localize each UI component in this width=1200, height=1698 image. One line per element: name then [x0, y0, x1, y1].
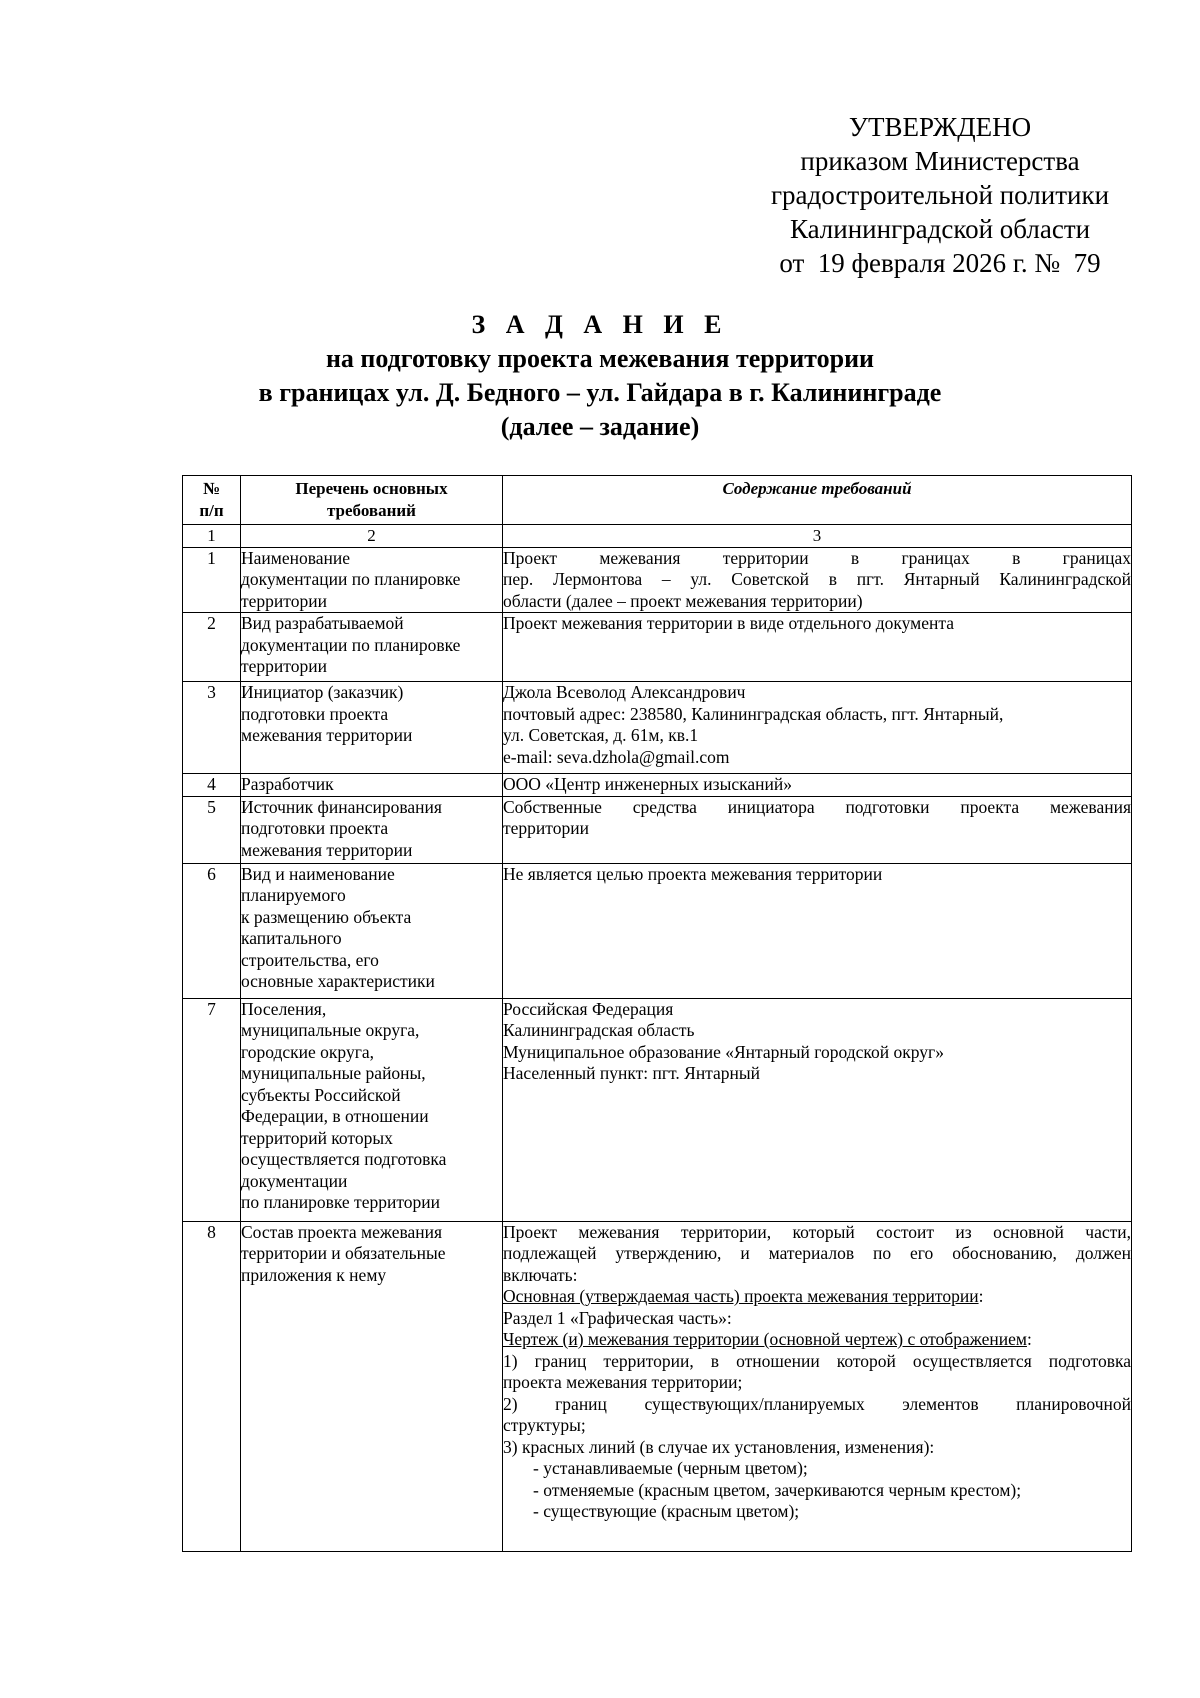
row-title-line: осуществляется подготовка: [241, 1149, 447, 1169]
initiator-name: Джола Всеволод Александрович: [503, 682, 746, 702]
row-content-line: территории: [503, 818, 589, 838]
row-title-line: по планировке территории: [241, 1192, 440, 1212]
list-item: проекта межевания территории;: [503, 1372, 743, 1392]
row-title-line: Вид разрабатываемой: [241, 613, 404, 633]
row-content: [503, 863, 1132, 998]
drawing-heading: [503, 1329, 1131, 1351]
row-content-line: пер. Лермонтова – ул. Советской в пгт. Янтарный Калининградской: [503, 569, 1131, 589]
approval-line: УТВЕРЖДЕНО: [848, 112, 1032, 142]
punctuation: :: [1026, 1329, 1032, 1349]
list-item: 3) красных линий (в случае их установления, изменения):: [503, 1436, 935, 1457]
row-content-line: области (далее – проект межевания территории): [503, 590, 863, 611]
postal-address: почтовый адрес: 238580, Калининградская область, пгт. Янтарный,: [503, 703, 1004, 724]
approval-line: Калининградской области: [789, 214, 1091, 244]
row-title-line: территории: [241, 590, 327, 611]
row-number: 5: [183, 796, 241, 863]
list-item: структуры;: [503, 1415, 586, 1435]
row-title-line: территорий которых: [241, 1127, 393, 1148]
section-heading: Раздел 1 «Графическая часть»:: [503, 1307, 732, 1328]
row-content-line: Населенный пункт: пгт. Янтарный: [503, 1063, 761, 1083]
row-content: [503, 1221, 1132, 1551]
row-title-line: муниципальные районы,: [241, 1063, 426, 1083]
title-main: З А Д А Н И Е: [471, 310, 729, 339]
column-numbers-row: [183, 525, 1132, 548]
row-content-line: Проект межевания территории в виде отдельного документа: [503, 613, 955, 633]
row-title-line: Наименование: [241, 547, 351, 568]
header-number: [183, 476, 241, 525]
table-row: [183, 863, 1132, 998]
row-title-line: капитального: [241, 928, 342, 948]
row-title-line: документации по планировке: [241, 634, 461, 655]
row-title: [241, 796, 503, 863]
row-number: 8: [183, 1221, 241, 1551]
table-row: [183, 1221, 1132, 1551]
row-number: 7: [183, 998, 241, 1221]
row-title: [241, 547, 503, 613]
row-content: [503, 682, 1132, 774]
row-title-line: приложения к нему: [241, 1264, 387, 1285]
row-content-line: Не является целью проекта межевания территории: [503, 863, 883, 884]
email-text: e-mail: seva.dzhola@gmail.com: [503, 746, 730, 767]
row-content: [503, 547, 1132, 613]
row-title-line: строительства, его: [241, 949, 379, 970]
row-title-line: территории: [241, 656, 327, 676]
row-content: [503, 998, 1132, 1221]
row-title-line: муниципальные округа,: [241, 1020, 420, 1040]
table-row: [183, 998, 1132, 1221]
row-content-line: Муниципальное образование «Янтарный городской округ»: [503, 1041, 944, 1062]
row-title-line: городские округа,: [241, 1041, 375, 1062]
row-title-line: Состав проекта межевания: [241, 1221, 443, 1242]
header-text: Перечень основных: [295, 479, 448, 498]
row-content-line: подлежащей утверждению, и материалов по его обоснованию, должен: [503, 1243, 1131, 1263]
row-number: 2: [183, 613, 241, 682]
row-title-line: документации по планировке: [241, 569, 461, 589]
row-content-line: Собственные средства инициатора подготовки проекта межевания: [503, 796, 1131, 817]
list-item: 2) границ существующих/планируемых элементов планировочной: [503, 1393, 1131, 1414]
approval-stamp: [740, 110, 1140, 280]
row-title-line: подготовки проекта: [241, 703, 389, 724]
sub-list-item: - отменяемые (красным цветом, зачеркиваются черным крестом);: [533, 1479, 1022, 1500]
row-title-line: территории и обязательные: [241, 1243, 446, 1263]
header-requirements-list: [241, 476, 503, 525]
approval-line: градостроительной политики: [770, 180, 1110, 210]
row-number: 4: [183, 774, 241, 797]
row-title: [241, 863, 503, 998]
punctuation: :: [978, 1286, 984, 1306]
approval-line: приказом Министерства: [800, 146, 1080, 176]
row-content: [503, 774, 1132, 797]
postal-address: ул. Советская, д. 61м, кв.1: [503, 725, 699, 745]
main-part-heading: [503, 1286, 1131, 1308]
row-title-line: Федерации, в отношении: [241, 1106, 429, 1126]
row-title-line: субъекты Российской: [241, 1084, 401, 1105]
row-content-line: Российская Федерация: [503, 998, 674, 1019]
row-title: [241, 1221, 503, 1551]
header-text: п/п: [199, 500, 224, 520]
row-title-line: Источник финансирования: [241, 796, 442, 817]
row-title-line: к размещению объекта: [241, 906, 412, 927]
row-number: 6: [183, 863, 241, 998]
row-title: [241, 613, 503, 682]
row-title-line: Поселения,: [241, 998, 327, 1019]
row-title-line: межевания территории: [241, 839, 413, 860]
row-title-line: документации: [241, 1170, 348, 1191]
list-item: 1) границ территории, в отношении которой осуществляется подготовка: [503, 1350, 1131, 1371]
title-line: (далее – задание): [500, 412, 700, 441]
header-text: №: [202, 479, 221, 498]
approval-date-number: от 19 февраля 2026 г. № 79: [779, 248, 1101, 278]
row-title-line: основные характеристики: [241, 971, 435, 991]
row-title: [241, 998, 503, 1221]
header-requirements-content: Содержание требований: [503, 476, 1132, 525]
table-row: [183, 547, 1132, 613]
row-content: [503, 613, 1132, 682]
table-row: [183, 613, 1132, 682]
underlined-text: Основная (утверждаемая часть) проекта межевания территории: [503, 1286, 979, 1306]
underlined-text: Чертеж (и) межевания территории (основной чертеж) с отображением: [503, 1329, 1027, 1349]
table-row: [183, 796, 1132, 863]
column-number: 1: [183, 525, 241, 548]
title-line: на подготовку проекта межевания территории: [325, 344, 875, 373]
header-text: требований: [327, 500, 416, 520]
row-content-line: Калининградская область: [503, 1020, 695, 1040]
row-title-line: Разработчик: [241, 774, 334, 794]
row-title-line: Инициатор (заказчик): [241, 682, 404, 702]
row-title-line: Вид и наименование: [241, 863, 395, 884]
table-row: [183, 774, 1132, 797]
table-row: [183, 682, 1132, 774]
requirements-table: [182, 475, 1132, 1552]
row-content: [503, 796, 1132, 863]
title-line: в границах ул. Д. Бедного – ул. Гайдара в г. Калининграде: [258, 378, 942, 407]
row-title-line: планируемого: [241, 885, 346, 905]
row-number: 1: [183, 547, 241, 613]
row-content-line: Проект межевания территории, который состоит из основной части,: [503, 1221, 1131, 1242]
row-title: [241, 774, 503, 797]
row-content-line: включать:: [503, 1264, 578, 1285]
row-number: 3: [183, 682, 241, 774]
column-number: 2: [241, 525, 503, 548]
sub-list-item: - существующие (красным цветом);: [533, 1501, 800, 1521]
row-title-line: подготовки проекта: [241, 818, 389, 838]
row-title: [241, 682, 503, 774]
table-header-row: [183, 476, 1132, 525]
sub-list-item: - устанавливаемые (черным цветом);: [533, 1458, 808, 1478]
row-title-line: межевания территории: [241, 725, 413, 745]
row-content-line: ООО «Центр инженерных изысканий»: [503, 774, 792, 794]
document-title: [0, 308, 1200, 444]
column-number: 3: [503, 525, 1132, 548]
row-content-line: Проект межевания территории в границах в границах: [503, 547, 1131, 568]
